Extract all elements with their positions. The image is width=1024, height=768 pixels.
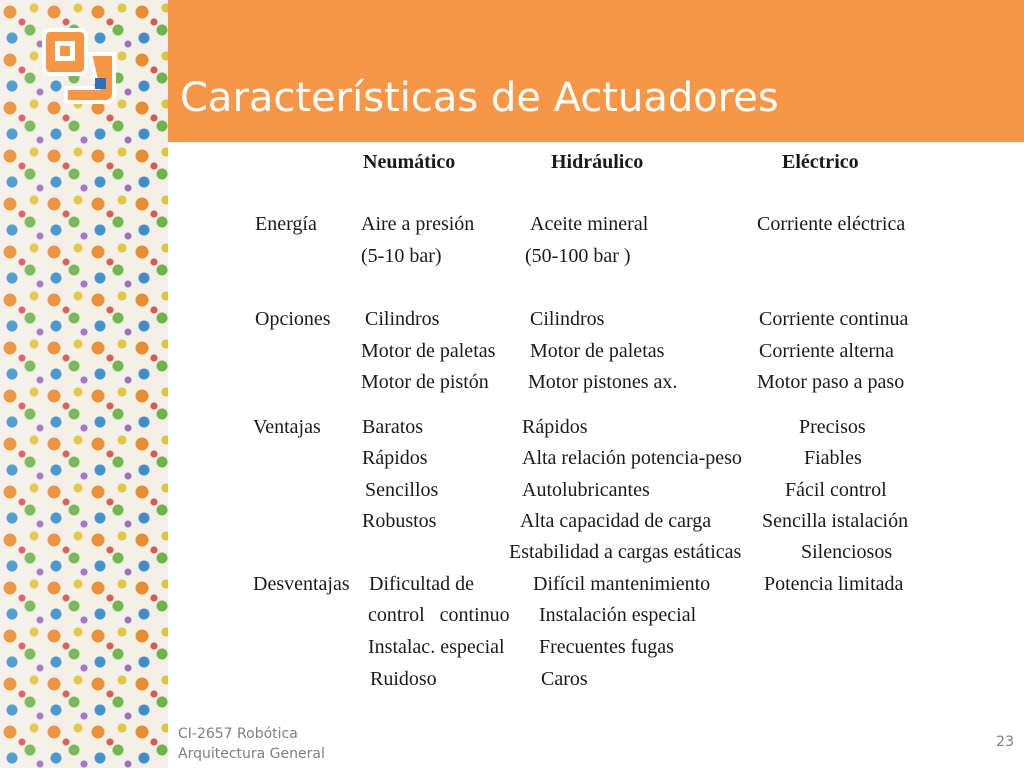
energia-electrico: Corriente eléctrica xyxy=(757,213,906,235)
row-label-opciones: Opciones xyxy=(255,308,331,330)
slide-title: Características de Actuadores xyxy=(180,74,779,121)
header-hidraulico: Hidráulico xyxy=(551,151,644,173)
header-electrico: Eléctrico xyxy=(782,151,859,173)
opciones-hidraulico: Motor pistones ax. xyxy=(528,371,678,393)
ventajas-electrico: Sencilla istalación xyxy=(762,510,909,532)
ventajas-electrico: Silenciosos xyxy=(801,541,893,563)
opciones-hidraulico: Cilindros xyxy=(530,308,605,330)
ventajas-hidraulico: Estabilidad a cargas estáticas xyxy=(509,541,742,563)
opciones-neumatico: Motor de paletas xyxy=(361,340,496,362)
header-neumatico: Neumático xyxy=(363,151,456,173)
ventajas-neumatico: Robustos xyxy=(362,510,437,532)
ventajas-neumatico: Sencillos xyxy=(365,479,439,501)
ventajas-hidraulico: Autolubricantes xyxy=(522,479,650,501)
ventajas-hidraulico: Alta relación potencia-peso xyxy=(522,447,742,469)
ventajas-electrico: Precisos xyxy=(799,416,866,438)
ventajas-electrico: Fácil control xyxy=(785,479,887,501)
desventajas-hidraulico: Caros xyxy=(541,668,588,690)
page-number: 23 xyxy=(996,734,1014,750)
desventajas-neumatico: Dificultad de xyxy=(369,573,474,595)
opciones-neumatico: Cilindros xyxy=(365,308,440,330)
decorative-side-strip xyxy=(0,0,168,768)
logo-icon xyxy=(40,26,132,110)
footer-subtitle: Arquitectura General xyxy=(178,746,325,762)
desventajas-hidraulico: Frecuentes fugas xyxy=(539,636,674,658)
energia-hidraulico: Aceite mineral xyxy=(530,213,649,235)
energia-neumatico: (5-10 bar) xyxy=(361,245,442,267)
ventajas-hidraulico: Alta capacidad de carga xyxy=(520,510,712,532)
footer-course: CI-2657 Robótica xyxy=(178,726,298,742)
opciones-electrico: Motor paso a paso xyxy=(757,371,905,393)
ventajas-electrico: Fiables xyxy=(804,447,862,469)
energia-hidraulico: (50-100 bar ) xyxy=(525,245,631,267)
opciones-neumatico: Motor de pistón xyxy=(361,371,489,393)
desventajas-neumatico: Instalac. especial xyxy=(368,636,505,658)
row-label-desventajas: Desventajas xyxy=(253,573,350,595)
ventajas-neumatico: Rápidos xyxy=(362,447,428,469)
opciones-hidraulico: Motor de paletas xyxy=(530,340,665,362)
desventajas-hidraulico: Difícil mantenimiento xyxy=(533,573,711,595)
desventajas-neumatico: control continuo xyxy=(368,604,510,626)
row-label-energia: Energía xyxy=(255,213,317,235)
desventajas-electrico: Potencia limitada xyxy=(764,573,904,595)
row-label-ventajas: Ventajas xyxy=(253,416,321,438)
ventajas-hidraulico: Rápidos xyxy=(522,416,588,438)
energia-neumatico: Aire a presión xyxy=(361,213,475,235)
desventajas-neumatico: Ruidoso xyxy=(370,668,437,690)
desventajas-hidraulico: Instalación especial xyxy=(539,604,697,626)
opciones-electrico: Corriente continua xyxy=(759,308,909,330)
opciones-electrico: Corriente alterna xyxy=(759,340,894,362)
ventajas-neumatico: Baratos xyxy=(362,416,424,438)
